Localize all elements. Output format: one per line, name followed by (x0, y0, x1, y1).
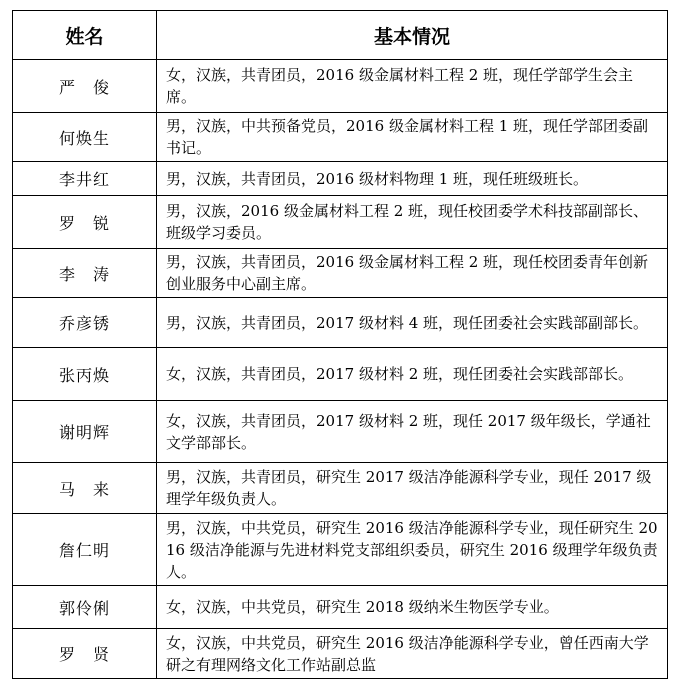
table-row (13, 162, 668, 196)
table-row (13, 401, 668, 463)
table-header-row (13, 11, 668, 60)
row-info: 男，汉族，中共预备党员，2016 级金属材料工程 1 班，现任学部团委副书记。 (157, 113, 668, 162)
table-row (13, 196, 668, 249)
row-info: 女，汉族，中共党员，研究生 2018 级纳米生物医学专业。 (157, 586, 668, 629)
row-info: 女，汉族，共青团员，2017 级材料 2 班，现任团委社会实践部部长。 (157, 348, 668, 401)
row-name: 马 来 (13, 463, 157, 514)
table-row (13, 586, 668, 629)
row-info: 女，汉族，共青团员，2017 级材料 2 班，现任 2017 级年级长，学通社文学部部长。 (157, 401, 668, 463)
row-info: 男，汉族，共青团员，2016 级材料物理 1 班，现任班级班长。 (157, 162, 668, 196)
table-row (13, 298, 668, 348)
row-name: 罗 锐 (13, 196, 157, 249)
table-row (13, 60, 668, 113)
row-info: 男，汉族，中共党员，研究生 2016 级洁净能源科学专业，现任研究生 2016 级洁净能源与先进材料党支部组织委员，研究生 2016 级理学年级负责人。 (157, 514, 668, 586)
row-info: 男，汉族，共青团员，2016 级金属材料工程 2 班，现任校团委青年创新创业服务中心副主席。 (157, 249, 668, 298)
row-name: 李 涛 (13, 249, 157, 298)
row-name: 何焕生 (13, 113, 157, 162)
table-row (13, 514, 668, 586)
header-info: 基本情况 (157, 11, 668, 60)
table-row (13, 463, 668, 514)
row-name: 郭伶俐 (13, 586, 157, 629)
row-name: 李井红 (13, 162, 157, 196)
header-name: 姓名 (13, 11, 157, 60)
row-name: 詹仁明 (13, 514, 157, 586)
row-info: 男，汉族，2016 级金属材料工程 2 班，现任校团委学术科技部副部长、班级学习委员。 (157, 196, 668, 249)
row-info: 男，汉族，共青团员，2017 级材料 4 班，现任团委社会实践部副部长。 (157, 298, 668, 348)
row-name: 严 俊 (13, 60, 157, 113)
row-info: 女，汉族，共青团员，2016 级金属材料工程 2 班，现任学部学生会主席。 (157, 60, 668, 113)
table-row (13, 113, 668, 162)
member-table (12, 10, 668, 679)
row-name: 谢明辉 (13, 401, 157, 463)
table-row (13, 629, 668, 679)
row-info: 男，汉族，共青团员，研究生 2017 级洁净能源科学专业，现任 2017 级理学年级负责人。 (157, 463, 668, 514)
row-name: 乔彦锈 (13, 298, 157, 348)
row-name: 张丙焕 (13, 348, 157, 401)
table-row (13, 348, 668, 401)
row-info: 女，汉族，中共党员，研究生 2016 级洁净能源科学专业，曾任西南大学研之有理网络文化工作站副总监 (157, 629, 668, 679)
row-name: 罗 贤 (13, 629, 157, 679)
table-row (13, 249, 668, 298)
